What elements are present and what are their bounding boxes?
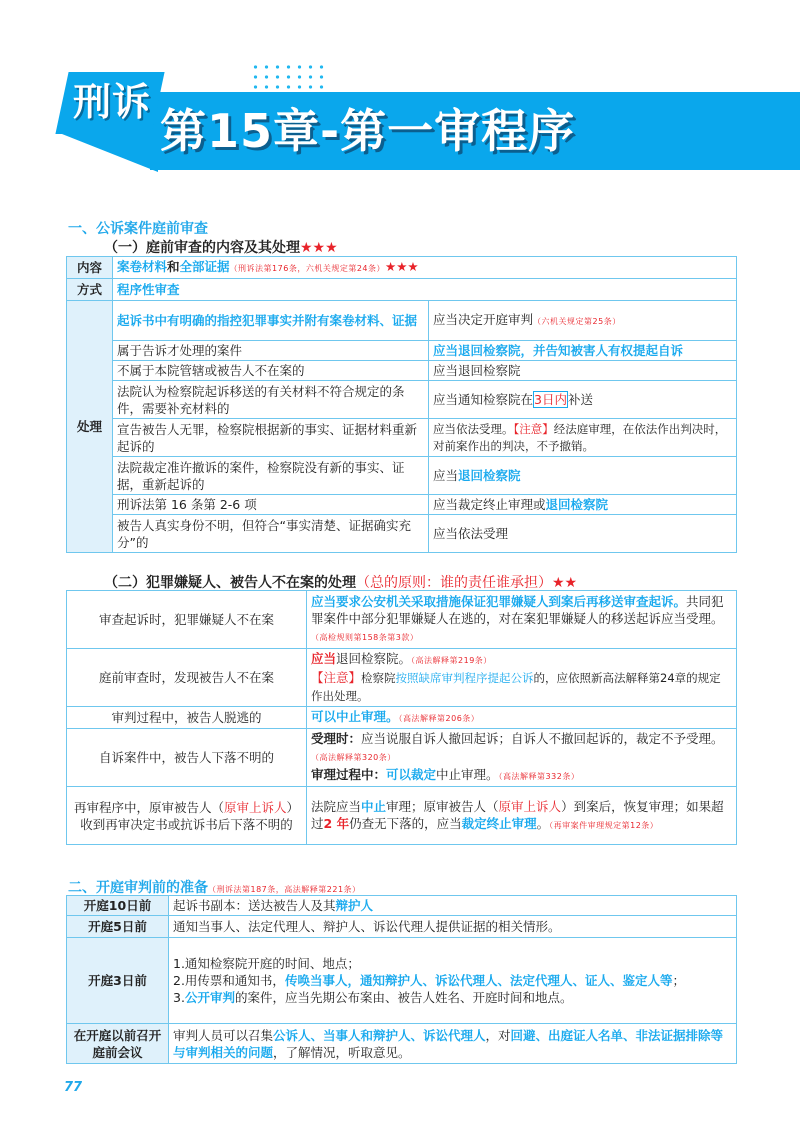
- prep-content: 审判人员可以召集公诉人、当事人和辩护人、诉讼代理人，对回避、出庭证人名单、非法证据排除等与审判相关的问题，了解情况，听取意见。: [169, 1024, 737, 1064]
- handle-result: 应当通知检察院在3日内补送: [429, 381, 737, 419]
- page-number: 77: [64, 1080, 83, 1095]
- absent-cond: 再审程序中，原审被告人（原审上诉人）收到再审决定书或抗诉书后下落不明的: [67, 787, 307, 845]
- handle-result: 应当依法受理。【注意】经法庭审理，在依法作出判决时，对前案作出的判决，不予撤销。: [429, 419, 737, 457]
- handle-result: 应当退回检察院，并告知被害人有权提起自诉: [429, 341, 737, 361]
- content-cell: 案卷材料和全部证据（刑诉法第176条，六机关规定第24条）★★★: [113, 257, 737, 279]
- section2-heading: 二、开庭审判前的准备（刑诉法第187条，高法解释第221条）: [68, 880, 361, 896]
- banner-corner: [62, 134, 158, 172]
- absent-result: 受理时：应当说服自诉人撤回起诉；自诉人不撤回起诉的，裁定不予受理。（高法解释第320条） 审理过程中：可以裁定中止审理。（高法解释第332条）: [307, 729, 737, 787]
- handle-result: 应当退回检察院: [429, 457, 737, 495]
- subsection1-heading: （一）庭前审查的内容及其处理★★★: [104, 240, 338, 256]
- subject-tag: 刑诉: [72, 80, 151, 124]
- pretrial-review-table: [66, 256, 737, 553]
- method-label: 方式: [67, 279, 113, 301]
- absent-result: 应当退回检察院。（高法解释第219条） 【注意】检察院按照缺席审判程序提起公诉的，应依照新高法解释第24章的规定作出处理。: [307, 649, 737, 707]
- prep-label: 开庭5日前: [67, 916, 169, 938]
- prep-content: 起诉书副本：送达被告人及其辩护人: [169, 896, 737, 916]
- handle-cond: 刑诉法第 16 条第 2-6 项: [113, 495, 429, 515]
- absent-defendant-table: [66, 590, 737, 845]
- handle-cond: 起诉书中有明确的指控犯罪事实并附有案卷材料、证据: [113, 301, 429, 341]
- absent-result: 应当要求公安机关采取措施保证犯罪嫌疑人到案后再移送审查起诉。共同犯罪案件中部分犯罪嫌疑人在逃的，对在案犯罪嫌疑人的移送起诉应当受理。（高检规则第158条第3款）: [307, 591, 737, 649]
- handle-cond: 不属于本院管辖或被告人不在案的: [113, 361, 429, 381]
- handle-label: 处理: [67, 301, 113, 553]
- handle-cond: 属于告诉才处理的案件: [113, 341, 429, 361]
- absent-cond: 审查起诉时，犯罪嫌疑人不在案: [67, 591, 307, 649]
- prep-label: 开庭3日前: [67, 938, 169, 1024]
- subsection2-heading: （二）犯罪嫌疑人、被告人不在案的处理（总的原则：谁的责任谁承担）★★: [104, 575, 578, 591]
- absent-cond: 审判过程中，被告人脱逃的: [67, 707, 307, 729]
- absent-cond: 庭前审查时，发现被告人不在案: [67, 649, 307, 707]
- handle-result: 应当决定开庭审判（六机关规定第25条）: [429, 301, 737, 341]
- absent-result: 可以中止审理。（高法解释第206条）: [307, 707, 737, 729]
- handle-cond: 法院认为检察院起诉移送的有关材料不符合规定的条件，需要补充材料的: [113, 381, 429, 419]
- handle-cond: 法院裁定准许撤诉的案件，检察院没有新的事实、证据，重新起诉的: [113, 457, 429, 495]
- absent-cond: 自诉案件中，被告人下落不明的: [67, 729, 307, 787]
- prep-label: 在开庭以前召开庭前会议: [67, 1024, 169, 1064]
- handle-cond: 宣告被告人无罪，检察院根据新的事实、证据材料重新起诉的: [113, 419, 429, 457]
- header-bar: [0, 0, 800, 74]
- prep-content: 1.通知检察院开庭的时间、地点； 2.用传票和通知书，传唤当事人，通知辩护人、诉讼代理人、法定代理人、证人、鉴定人等； 3.公开审判的案件，应当先期公布案由、被告人姓名、开庭时间和地点。: [169, 938, 737, 1024]
- method-cell: 程序性审查: [113, 279, 737, 301]
- handle-result: 应当退回检察院: [429, 361, 737, 381]
- content-label: 内容: [67, 257, 113, 279]
- section1-heading: 一、公诉案件庭前审查: [68, 221, 208, 237]
- absent-result: 法院应当中止审理；原审被告人（原审上诉人）到案后，恢复审理；如果超过2 年仍查无下落的，应当裁定终止审理。（再审案件审理规定第12条）: [307, 787, 737, 845]
- prep-label: 开庭10日前: [67, 896, 169, 916]
- prep-content: 通知当事人、法定代理人、辩护人、诉讼代理人提供证据的相关情形。: [169, 916, 737, 938]
- handle-result: 应当裁定终止审理或退回检察院: [429, 495, 737, 515]
- decorative-dots: [250, 62, 328, 94]
- chapter-title: 第15章-第一审程序: [160, 104, 576, 158]
- handle-result: 应当依法受理: [429, 515, 737, 553]
- trial-prep-table: [66, 895, 737, 1064]
- handle-cond: 被告人真实身份不明，但符合“事实清楚、证据确实充分”的: [113, 515, 429, 553]
